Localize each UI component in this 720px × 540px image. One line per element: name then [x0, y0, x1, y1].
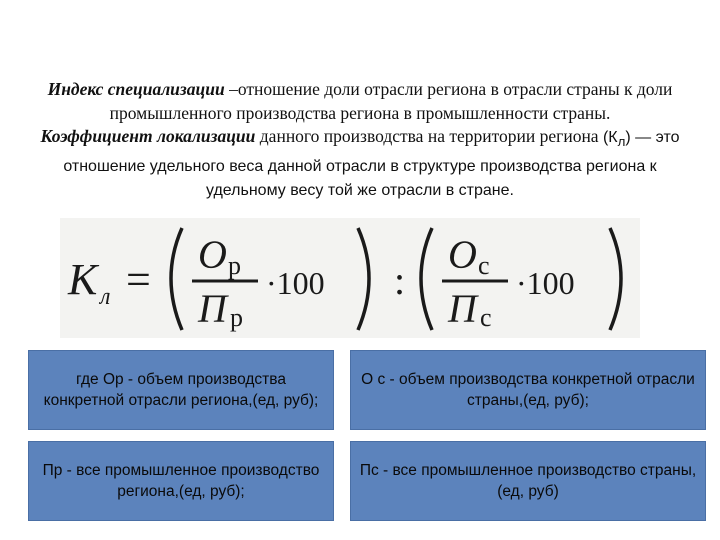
specialization-term: Индекс специализации — [47, 79, 225, 99]
legend-oc-text: О с - объем производства конкретной отрасли страны,(ед, руб); — [361, 371, 695, 409]
formula-lhs-sub: л — [100, 284, 111, 310]
denominator-2: П — [448, 286, 477, 331]
denominator-2-sub: с — [480, 303, 492, 332]
formula-equals: = — [126, 255, 151, 304]
legend-op-text: где Ор - объем производства конкретной отрасли региона,(ед, руб); — [43, 371, 319, 409]
multiplier-1: ·100 — [266, 265, 325, 301]
formula-lhs: К — [68, 255, 98, 304]
legend-pc — [350, 441, 706, 521]
paren-right-2 — [610, 228, 621, 330]
division-sign: : — [394, 258, 406, 303]
localization-symbol-close: ) — [625, 129, 631, 146]
specialization-paragraph — [30, 78, 690, 125]
localization-paragraph — [30, 125, 690, 203]
denominator-1-sub: р — [230, 303, 243, 332]
localization-text-2: — это отношение удельного веса данной отрасли в структуре производства региона к удельному весу той же отрасли в стране. — [63, 129, 680, 200]
multiplier-2: ·100 — [516, 265, 575, 301]
localization-symbol-sub: л — [617, 134, 626, 150]
numerator-2: О — [448, 232, 477, 277]
definitions-text — [30, 78, 690, 203]
specialization-text: –отношение доли отрасли региона в отрасли страны к доли промышленного производства региона в промышленности страны. — [109, 79, 673, 123]
legend-pc-text: Пс - все промышленное производство страны,(ед, руб) — [359, 462, 697, 500]
numerator-1: О — [198, 232, 227, 277]
denominator-1: П — [198, 286, 227, 331]
localization-symbol-open: (К — [602, 129, 618, 146]
localization-text: данного производства на территории региона — [255, 126, 599, 146]
localization-formula — [60, 218, 640, 338]
numerator-1-sub: р — [228, 251, 241, 280]
paren-left-1 — [171, 228, 182, 330]
legend-op — [28, 350, 334, 430]
localization-term: Коэффициент локализации — [40, 126, 256, 146]
paren-left-2 — [421, 228, 432, 330]
legend-pr-text: Пр - все промышленное производство региона,(ед, руб); — [42, 462, 320, 500]
numerator-2-sub: с — [478, 251, 490, 280]
paren-right-1 — [358, 228, 369, 330]
legend-pr — [28, 441, 334, 521]
legend-oc — [350, 350, 706, 430]
